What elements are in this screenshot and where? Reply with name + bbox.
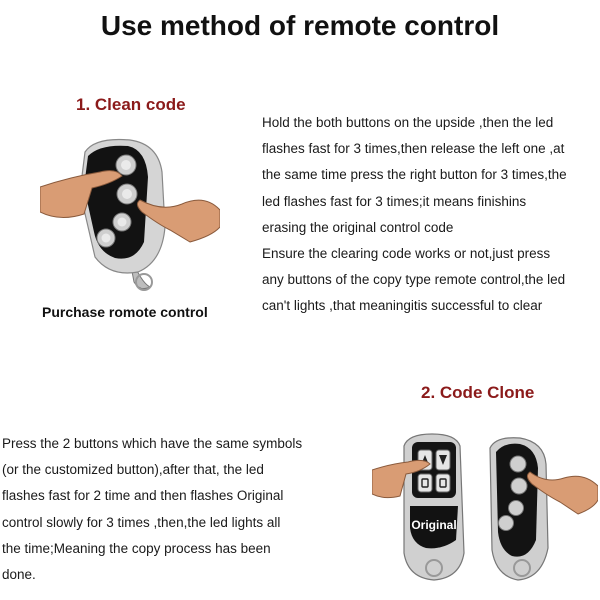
step1-line: the same time press the right button for 3 times,the	[262, 167, 567, 183]
step2-line: flashes fast for 2 time and then flashes Original	[2, 488, 284, 504]
step1-line: flashes fast for 3 times,then release the left one ,at	[262, 141, 565, 157]
step2-line: Press the 2 buttons which have the same symbols	[2, 436, 303, 451]
original-label: Original	[411, 518, 457, 532]
step2-line: control slowly for 3 times ,then,the led lights all	[2, 514, 281, 530]
step2-heading: 2. Code Clone	[421, 383, 535, 402]
step2-line: the time;Meaning the copy process has been	[2, 540, 271, 556]
step1-line: any buttons of the copy type remote control,the led	[262, 272, 566, 288]
step1-line: Hold the both buttons on the upside ,then the led	[262, 115, 554, 130]
step1-heading: 1. Clean code	[76, 95, 186, 114]
code-clone-illustration	[372, 428, 598, 598]
step1-line: erasing the original control code	[262, 219, 454, 235]
step2-instructions	[2, 431, 342, 588]
purchase-remote-caption: Purchase romote control	[42, 304, 208, 320]
step2-line: done.	[2, 567, 36, 583]
step2-line: (or the customized button),after that, the led	[2, 462, 264, 478]
purchase-remote-illustration	[40, 132, 220, 297]
step1-line: led flashes fast for 3 times;it means finishins	[262, 193, 527, 209]
step1-instructions	[262, 110, 598, 320]
step1-line: Ensure the clearing code works or not,just press	[262, 246, 551, 262]
page-title: Use method of remote control	[100, 10, 500, 41]
step1-line: can't lights ,that meaningitis successful to clear	[262, 298, 543, 314]
